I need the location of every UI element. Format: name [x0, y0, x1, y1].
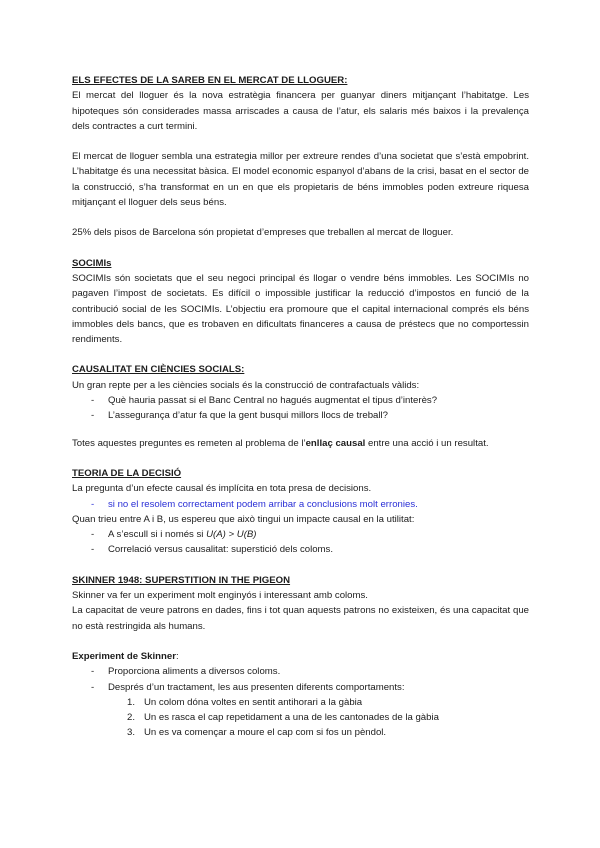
list-experiment	[72, 664, 529, 695]
list-item: - A s’escull si i només si U(A) > U(B)	[72, 527, 529, 542]
paragraph-repte: Un gran repte per a les ciències socials és la construcció de contrafactuals vàlids:	[72, 379, 420, 391]
paragraph-patrons: La capacitat de veure patrons en dades, fins i tot quan aquests patrons no existeixen, és una capacitat que no està restringida als humans.	[72, 605, 529, 632]
list-item: - Què hauria passat si el Banc Central no hagués augmentat el tipus d’interès?	[72, 393, 529, 408]
paragraph-mercat: El mercat de lloguer sembla una estrategia millor per extreure rendes d’una societat que s’està empobrint. L’habitatge és una necessitat bàsica. El model economic espanyol d’abans de la crisi, basat en el sector de la construcció, s’ha transformat en un en que els propietaris de béns immobles poden extreure riquesa mitjançant el lloguer dels seus béns.	[72, 151, 529, 209]
heading-sareb: ELS EFECTES DE LA SAREB EN EL MERCAT DE LLOGUER:	[72, 75, 348, 86]
heading-decisio: TEORIA DE LA DECISIÓ	[72, 467, 182, 479]
paragraph-socimis: SOCIMIs són societats que el seu negoci principal és llogar o vendre béns immobles. Les SOCIMIs no pagaven l’impost de societats. Es difícil o impossible justificar la reducció d’impostos en funció de la contribució social de les SOCIMIs. L’objectiu era promoure que el capital internacional comprés els béns immobles dels bancs, que es trobaven en dificultats financeres a causa de préstecs que no comportessin rendiments.	[72, 272, 529, 346]
list-item: - Proporciona aliments a diversos coloms.	[72, 664, 529, 679]
utility-formula: U(A) > U(B)	[206, 529, 257, 541]
list-utilitat	[72, 527, 529, 558]
list-contrafactuals	[72, 393, 529, 424]
list-item: - Correlació versus causalitat: superstició dels coloms.	[72, 542, 529, 557]
paragraph-enllac: Totes aquestes preguntes es remeten al problema de l’enllaç causal entre una acció i un resultat.	[72, 437, 489, 449]
experiment-label: Experiment de Skinner:	[72, 650, 179, 662]
enllac-causal-term: enllaç causal	[305, 437, 366, 449]
list-blue-note	[72, 497, 529, 512]
document-page	[72, 73, 529, 741]
list-item: - L’assegurança d’atur fa que la gent busqui millors llocs de treball?	[72, 408, 529, 423]
heading-causalitat: CAUSALITAT EN CIÈNCIES SOCIALS:	[72, 364, 245, 376]
numbered-item: 3. Un es va començar a moure el cap com si fos un pèndol.	[127, 727, 387, 739]
numbered-item: 2. Un es rasca el cap repetidament a una de les cantonades de la gàbia	[127, 712, 439, 724]
heading-socimis: SOCIMIs	[72, 257, 112, 269]
list-item-blue: - si no el resolem correctament podem arribar a conclusions molt erronies.	[72, 497, 529, 512]
numbered-item: 1. Un colom dóna voltes en sentit antihorari a la gàbia	[127, 696, 363, 708]
list-comportaments	[72, 695, 529, 741]
paragraph-lloguer: El mercat del lloguer és la nova estratègia financera per guanyar diners mitjançant l’habitatge. Les hipoteques són considerades massa arriscades a causa de l’atur, els salaris més baixos i la prevalença dels contractes a curt termini.	[72, 90, 529, 132]
list-item: - Després d’un tractament, les aus presenten diferents comportaments:	[72, 680, 529, 695]
heading-skinner: SKINNER 1948: SUPERSTITION IN THE PIGEON	[72, 574, 291, 586]
paragraph-efecte-causal: La pregunta d’un efecte causal és implícita en tota presa de decisions.	[72, 483, 372, 495]
paragraph-trieu: Quan trieu entre A i B, us espereu que això tingui un impacte causal en la utilitat:	[72, 513, 415, 525]
paragraph-barcelona: 25% dels pisos de Barcelona són propietat d’empreses que treballen al mercat de lloguer.	[72, 227, 454, 239]
paragraph-skinner: Skinner va fer un experiment molt enginyós i interessant amb coloms.	[72, 590, 368, 602]
